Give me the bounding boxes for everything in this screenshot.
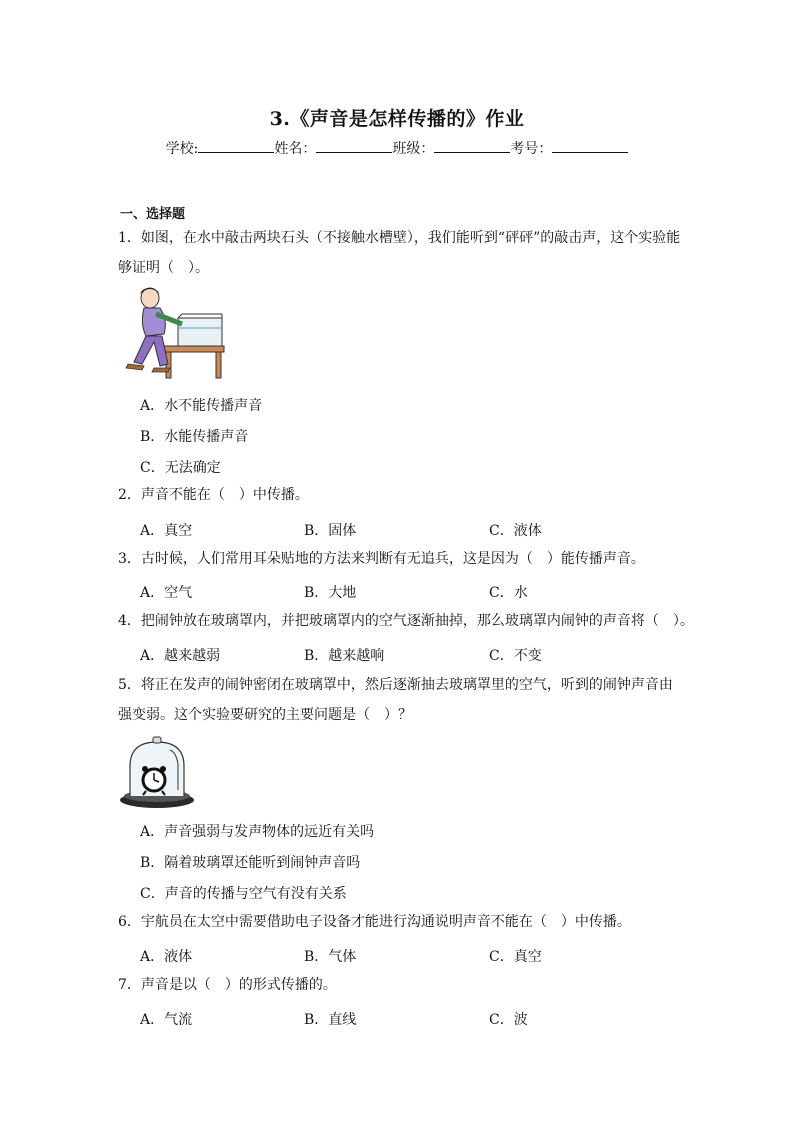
bell-jar-clock-illustration	[118, 736, 196, 810]
number-label: 考号：	[510, 141, 553, 157]
question-2-option-a[interactable]: A．真空	[140, 523, 193, 539]
question-4-line1: 4．把闹钟放在玻璃罩内，并把玻璃罩内的空气逐渐抽掉，那么玻璃罩内闹钟的声音将（ ）。	[118, 613, 694, 629]
question-3-option-b[interactable]: B．大地	[304, 585, 357, 601]
question-7	[118, 970, 688, 1000]
student-info-line	[0, 138, 794, 158]
number-blank	[552, 140, 628, 153]
question-3-line1: 3．古时候，人们常用耳朵贴地的方法来判断有无追兵，这是因为（ ）能传播声音。	[118, 551, 645, 567]
question-5	[118, 670, 688, 730]
question-3-option-c[interactable]: C．水	[489, 585, 528, 601]
name-blank	[316, 140, 392, 153]
question-2-line1: 2．声音不能在（ ）中传播。	[118, 487, 309, 503]
school-label: 学校:	[165, 141, 199, 157]
question-6-option-a[interactable]: A．液体	[140, 949, 193, 965]
question-5-option-a[interactable]: A．声音强弱与发声物体的远近有关吗	[140, 824, 375, 840]
question-7-option-a[interactable]: A．气流	[140, 1012, 193, 1028]
question-7-line1: 7．声音是以（ ）的形式传播的。	[118, 977, 337, 993]
page-title: 3.《声音是怎样传播的》作业	[269, 108, 525, 130]
question-1-option-b[interactable]: B．水能传播声音	[140, 429, 249, 445]
question-6-option-c[interactable]: C．真空	[489, 949, 542, 965]
question-2-option-b[interactable]: B．固体	[304, 523, 357, 539]
question-3	[118, 544, 688, 574]
question-3-option-a[interactable]: A．空气	[140, 585, 193, 601]
question-4-option-c[interactable]: C．不变	[489, 648, 542, 664]
question-4-option-a[interactable]: A．越来越弱	[140, 648, 221, 664]
question-1-line1: 1．如图，在水中敲击两块石头（不接触水槽壁），我们能听到“砰砰”的敲击声，这个实验能	[118, 230, 681, 246]
question-5-option-c[interactable]: C．声音的传播与空气有没有关系	[140, 886, 347, 902]
question-5-option-b[interactable]: B．隔着玻璃罩还能听到闹钟声音吗	[140, 855, 361, 871]
question-7-option-c[interactable]: C．波	[489, 1012, 528, 1028]
question-1	[118, 223, 688, 283]
question-5-line2: 强变弱。这个实验要研究的主要问题是（ ）？	[118, 707, 412, 723]
class-label: 班级：	[392, 141, 435, 157]
question-6-line1: 6．宇航员在太空中需要借助电子设备才能进行沟通说明声音不能在（ ）中传播。	[118, 914, 631, 930]
question-4	[118, 606, 708, 636]
question-2	[118, 480, 688, 510]
school-blank	[198, 140, 274, 153]
question-6	[118, 907, 688, 937]
stone-in-water-illustration	[120, 284, 230, 380]
name-label: 姓名：	[274, 141, 317, 157]
question-1-option-a[interactable]: A．水不能传播声音	[140, 398, 263, 414]
question-1-line2: 够证明（ ）。	[118, 260, 209, 276]
class-blank	[434, 140, 510, 153]
question-7-option-b[interactable]: B．直线	[304, 1012, 357, 1028]
question-5-line1: 5．将正在发声的闹钟密闭在玻璃罩中，然后逐渐抽去玻璃罩里的空气，听到的闹钟声音由	[118, 677, 673, 693]
question-2-option-c[interactable]: C．液体	[489, 523, 542, 539]
question-6-option-b[interactable]: B．气体	[304, 949, 357, 965]
section-heading: 一、选择题	[120, 207, 186, 222]
question-4-option-b[interactable]: B．越来越响	[304, 648, 385, 664]
question-1-option-c[interactable]: C．无法确定	[140, 460, 221, 476]
